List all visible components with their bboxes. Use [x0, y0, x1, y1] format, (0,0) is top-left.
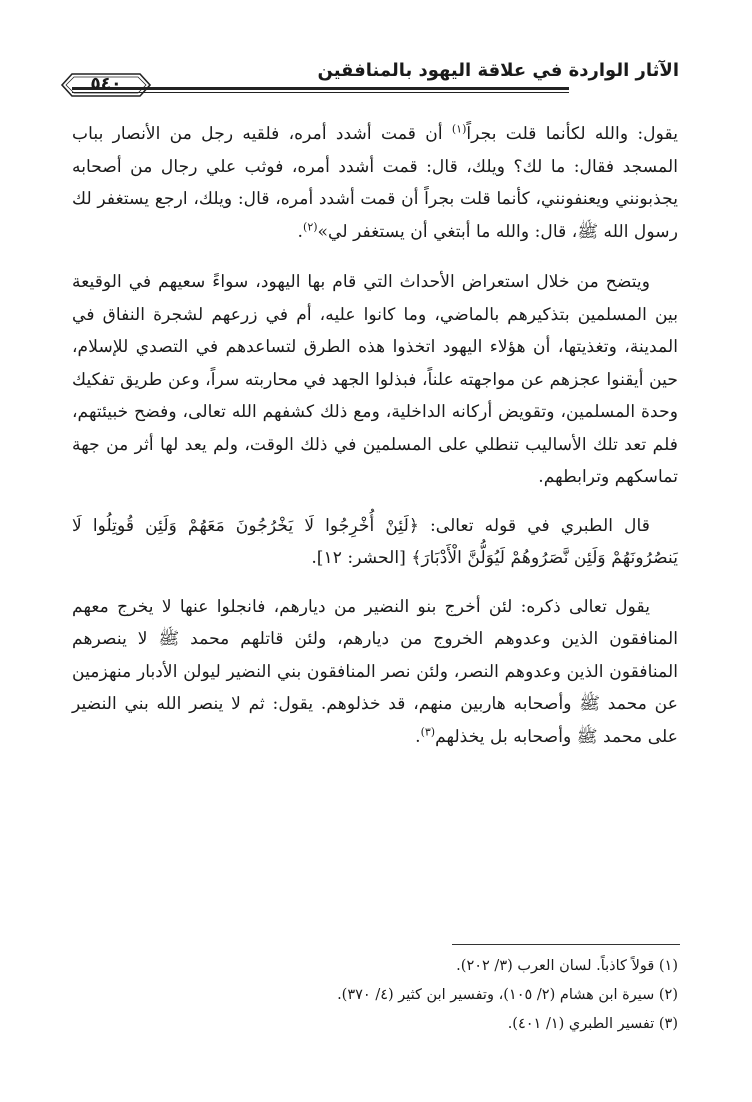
page-number: ٥٤٠ — [90, 74, 122, 94]
footnotes — [72, 952, 678, 1039]
paragraph-4-end: . — [415, 726, 421, 747]
footnote-ref-1: (١) — [451, 122, 467, 136]
paragraph-2: ويتضح من خلال استعراض الأحداث التي قام بها اليهود، سواءً سعيهم في الوقيعة بين المسلمين بتذكيرهم بالماضي، وما كانوا عليه، أم في زرعهم لشجرة النفاق في المدينة، وتغذيتها، أن هؤلاء اليهود اتخذوا هذه الطرق لتساعدهم في التصدي للإسلام، حين أيقنوا عجزهم عن مواجهته علناً، فبذلوا الجهد في محاربته سراً، وعن طريق تفكيك وحدة المسلمين، وتقويض أركانه الداخلية، ومع ذلك كشفهم الله تعالى، وفضح خبيئتهم، فلم تعد تلك الأساليب تنطلي على المسلمين في ذلك الوقت، ولم يعد لها أثر من جهة تماسكهم وترابطهم. — [72, 272, 678, 487]
paragraph-1-end: . — [297, 221, 304, 242]
footnote-2: (٢) سيرة ابن هشام (٢/ ١٠٥)، وتفسير ابن كثير (٤/ ٣٧٠). — [337, 987, 678, 1003]
footnote-ref-2: (٢) — [303, 219, 318, 233]
paragraph-1-text-b: أن قمت أشدد أمره، فلقيه رجل من الأنصار بباب المسجد فقال: ما لك؟ ويلك، قال: قمت أشدد أمره، فوثب علي رجال من أصحابه يجذبونني ويعنفونني، كأنما قلت بجراً أن قمت أشدد أمره، قال: ويلك، ارجع يستغفر لك رسول الله ﷺ، قال: والله ما أبتغي أن يستغفر لي» — [72, 124, 678, 242]
footnote-separator — [452, 944, 680, 945]
main-text — [72, 118, 678, 753]
paragraph-3-lead: قال الطبري في قوله تعالى: — [418, 515, 650, 536]
footnote-ref-3: (٣) — [420, 724, 436, 738]
paragraph-1 — [72, 118, 678, 248]
footnote-1: (١) قولاً كاذباً. لسان العرب (٣/ ٢٠٢). — [456, 958, 678, 974]
page-header — [72, 58, 679, 98]
paragraph-1-text-a: يقول: والله لكأنما قلت بجراً — [466, 124, 678, 144]
paragraph-4 — [72, 591, 678, 754]
page-number-frame — [60, 70, 152, 100]
running-title: الآثار الواردة في علاقة اليهود بالمنافقين — [317, 60, 679, 81]
paragraph-3 — [72, 510, 678, 575]
paragraph-4-text: يقول تعالى ذكره: لئن أخرج بنو النضير من ديارهم، فانجلوا عنها لا يخرج معهم المنافقون الذين وعدوهم الخروج من ديارهم، ولئن قاتلهم محمد ﷺ لا ينصرهم المنافقون الذين وعدوهم النصر، ولئن نصر المنافقون بني النضير ليولن الأدبار منهزمين عن محمد ﷺ وأصحابه هاربين منهم، قد خذلوهم. يقول: ثم لا ينصر الله بني النضير على محمد ﷺ وأصحابه بل يخذلهم — [72, 596, 678, 747]
footnote-3: (٣) تفسير الطبري (١/ ٤٠١). — [507, 1016, 678, 1032]
quran-verse: ﴿لَئِنْ أُخْرِجُوا لَا يَخْرُجُونَ مَعَهُمْ وَلَئِن قُوتِلُوا لَا يَنصُرُونَهُمْ وَلَئِن نَّصَرُوهُمْ لَيُوَلُّنَّ الْأَدْبَارَ﴾ — [72, 515, 678, 568]
verse-reference: [الحشر: ١٢]. — [311, 548, 412, 568]
